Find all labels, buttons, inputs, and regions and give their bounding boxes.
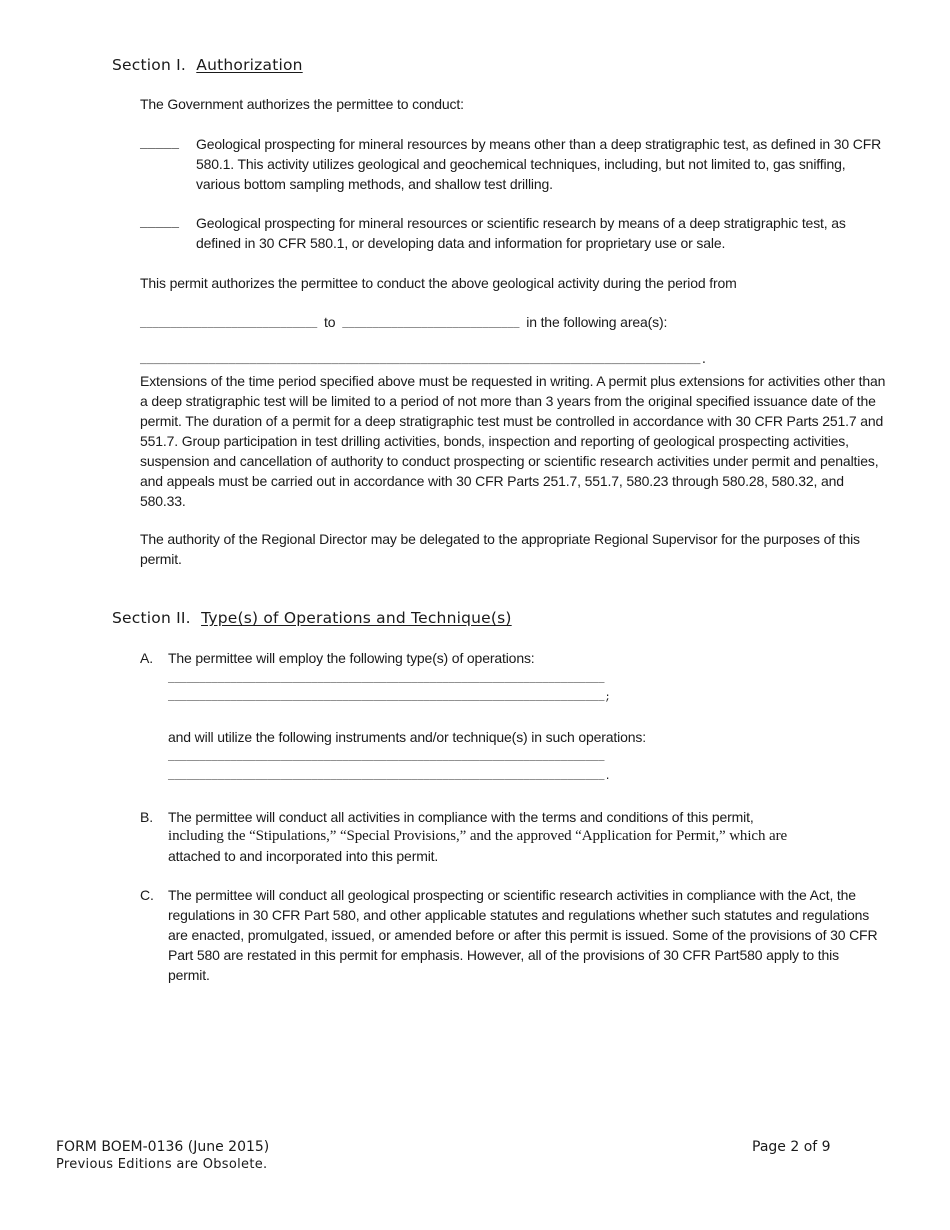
section-2-label: Section II. [112, 609, 191, 627]
techniques-blank-1[interactable]: ______________________________________________________________________ [168, 752, 605, 764]
section-1-title: Authorization [196, 56, 303, 74]
item-c-letter: C. [140, 887, 154, 903]
item-b-line-3: attached to and incorporated into this permit. [168, 848, 439, 864]
extensions-paragraph: Extensions of the time period specified above must be requested in writing. A permit plus extensions for activities other than a deep stratigraphic test will be limited to a period of not more than 3 years from the original specified issuance date of the permit. The duration of a permit for a deep stratigraphic test must be controlled in accordance with 30 CFR Parts 251.7 and 551.7. Group participation in test drilling activities, bonds, inspection and reporting of geological prospecting activities, suspension and cancellation of authority to conduct prospecting or scientific research activities under permit and penalties, and appeals must be carried out in accordance with 30 CFR Parts 251.7, 551.7, 580.23 through 580.28, 580.32, and 580.33. [140, 373, 886, 509]
operations-blank-1[interactable]: ______________________________________________________________________ [168, 674, 605, 686]
end-date-blank[interactable]: _____________________________ [342, 320, 520, 331]
item-a-text: The permittee will employ the following type(s) of operations: [168, 650, 535, 666]
section-1-heading [112, 55, 303, 75]
section-2-heading [112, 608, 512, 628]
item-a-text-2: and will utilize the following instruments and/or technique(s) in such operations: [168, 729, 646, 745]
form-id: FORM BOEM-0136 (June 2015) [56, 1139, 270, 1155]
authority-paragraph: The authority of the Regional Director may be delegated to the appropriate Regional Supervisor for the purposes of this permit. [140, 531, 860, 567]
section-2-title: Type(s) of Operations and Technique(s) [201, 609, 512, 627]
item-c-text: The permittee will conduct all geological prospecting or scientific research activities in compliance with the Act, the regulations in 30 CFR Part 580, and other applicable statutes and regulations whether such statutes and regulations are enacted, promulgated, issued, or amended before or after this permit is issued. Some of the provisions of 30 CFR Part 580 are restated in this permit for emphasis. However, all of the provisions of 30 CFR Part580 apply to this permit. [168, 887, 878, 983]
obsolete-note: Previous Editions are Obsolete. [56, 1157, 268, 1172]
area-text: in the following area(s): [526, 314, 668, 330]
techniques-blank-2[interactable]: ______________________________________________________________________. [168, 771, 611, 783]
to-word: to [324, 314, 336, 330]
start-date-blank[interactable]: _____________________________ [140, 320, 318, 331]
item-b-line-2: including the “Stipulations,” “Special Provisions,” and the approved “Application for Permit,” which are [168, 828, 788, 844]
item-a-letter: A. [140, 650, 153, 666]
option-1-text: Geological prospecting for mineral resources by means other than a deep stratigraphic test, as defined in 30 CFR 580.1. This activity utilizes geological and geochemical techniques, including, but not limited to, gas sniffing, various bottom sampling methods, and shallow test drilling. [196, 136, 882, 192]
item-b-letter: B. [140, 809, 153, 825]
item-b-line-1: The permittee will conduct all activities in compliance with the terms and conditions of this permit, [168, 809, 754, 825]
option-1-blank[interactable]: _____ [140, 136, 180, 151]
page-number: Page 2 of 9 [752, 1139, 831, 1155]
section-1-label: Section I. [112, 56, 187, 74]
section-1-intro: The Government authorizes the permittee to conduct: [140, 96, 464, 112]
option-2-blank[interactable]: _____ [140, 215, 180, 230]
date-range-row [140, 312, 667, 336]
area-blank[interactable]: __________________________________________________________________________________. [140, 355, 708, 367]
option-2-text: Geological prospecting for mineral resources or scientific research by means of a deep stratigraphic test, as defined in 30 CFR 580.1, or developing data and information for proprietary use or sale. [196, 215, 846, 251]
operations-blank-2[interactable]: ______________________________________________________________________; [168, 692, 611, 704]
period-text: This permit authorizes the permittee to conduct the above geological activity during the period from [140, 275, 737, 291]
